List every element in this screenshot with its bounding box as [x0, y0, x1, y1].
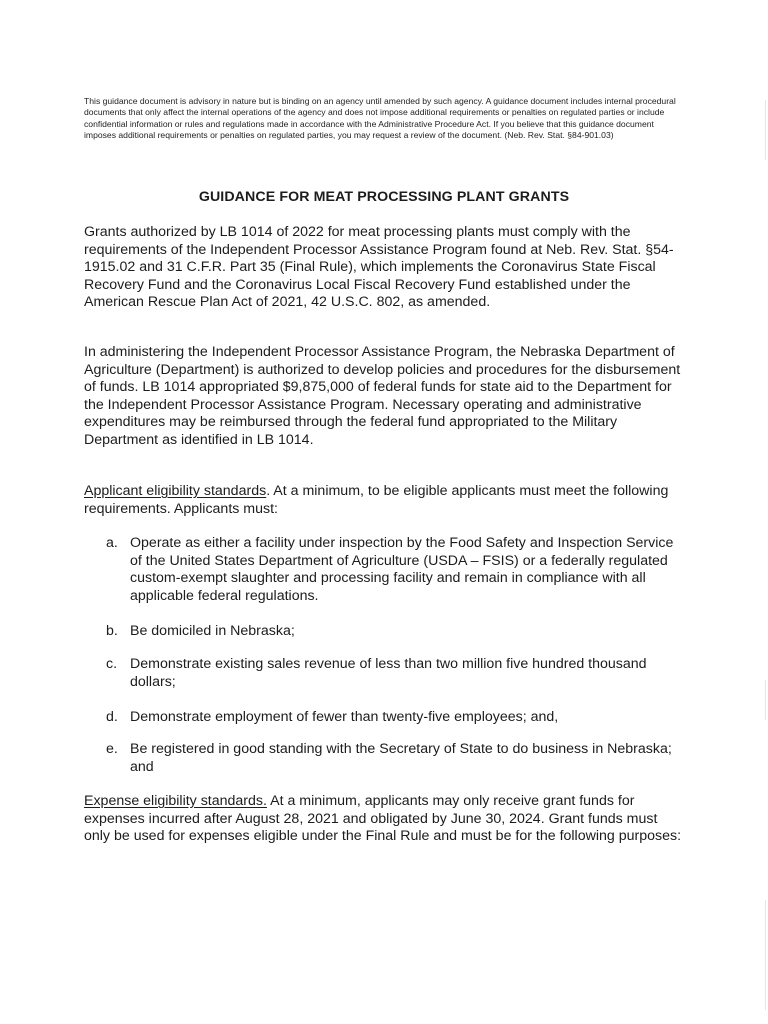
scan-edge-mark: [765, 900, 766, 1010]
disclaimer-text: This guidance document is advisory in nature but is binding on an agency until amended by such agency. A guidance document includes internal procedural documents that only affect the internal operations of the agency and does not impose additional requirements or penalties on regulated parties or include confidential information or rules and regulations made in accordance with the Administrative Procedure Act. If you believe that this guidance document imposes additional requirements or penalties on regulated parties, you may request a review of the document. (Neb. Rev. Stat. §84-901.03): [84, 96, 676, 141]
requirement-marker: d.: [106, 709, 118, 725]
applicant-eligibility-text: . At a minimum, to be eligible applicants must meet the following requirements. Applicants must:: [84, 483, 669, 517]
requirement-marker: b.: [106, 623, 118, 639]
expense-eligibility-text: At a minimum, applicants may only receive grant funds for expenses incurred after August 28, 2021 and obligated by June 30, 2024. Grant funds must only be used for expenses eligible under the Final Rule and must be for the following purposes:: [84, 793, 682, 845]
requirement-item-c: [106, 656, 686, 691]
requirement-text: Be domiciled in Nebraska;: [130, 623, 295, 639]
expense-eligibility-heading: Expense eligibility standards.: [84, 793, 267, 809]
requirement-text: Demonstrate employment of fewer than twenty-five employees; and,: [130, 709, 559, 725]
document-title: GUIDANCE FOR MEAT PROCESSING PLANT GRANTS: [198, 189, 570, 205]
applicant-eligibility-heading: Applicant eligibility standards: [84, 483, 267, 499]
requirement-item-e: [106, 741, 686, 776]
requirement-marker: c.: [106, 656, 118, 672]
requirement-text: Demonstrate existing sales revenue of less than two million five hundred thousand dollars;: [130, 656, 647, 690]
administration-paragraph: In administering the Independent Processor Assistance Program, the Nebraska Department of Agriculture (Department) is authorized to develop policies and procedures for the disbursement of funds. LB 1014 appropriated $9,875,000 of federal funds for state aid to the Department for the Independent Processor Assistance Program. Necessary operating and administrative expenditures may be reimbursed through the federal fund appropriated to the Military Department as identified in LB 1014.: [84, 344, 681, 448]
applicant-eligibility-paragraph: [84, 483, 684, 518]
scan-edge-mark: [765, 680, 766, 720]
requirement-text: Operate as either a facility under inspection by the Food Safety and Inspection Service of the United States Department of Agriculture (USDA – FSIS) or a federally regulated custom-exempt slaughter and processing facility and remain in compliance with all applicable federal regulations.: [130, 535, 674, 604]
requirement-marker: e.: [106, 741, 118, 757]
requirement-item-b: [106, 623, 686, 641]
intro-paragraph: Grants authorized by LB 1014 of 2022 for meat processing plants must comply with the requirements of the Independent Processor Assistance Program found at Neb. Rev. Stat. §54-1915.02 and 31 C.F.R. Part 35 (Final Rule), which implements the Coronavirus State Fiscal Recovery Fund and the Coronavirus Local Fiscal Recovery Fund established under the American Rescue Plan Act of 2021, 42 U.S.C. 802, as amended.: [84, 224, 674, 311]
requirement-marker: a.: [106, 535, 118, 551]
requirement-item-d: [106, 709, 686, 727]
requirement-text: Be registered in good standing with the Secretary of State to do business in Nebraska; and: [130, 741, 672, 775]
scan-edge-mark: [765, 100, 766, 160]
expense-eligibility-paragraph: [84, 793, 684, 846]
requirement-item-a: [106, 535, 686, 605]
